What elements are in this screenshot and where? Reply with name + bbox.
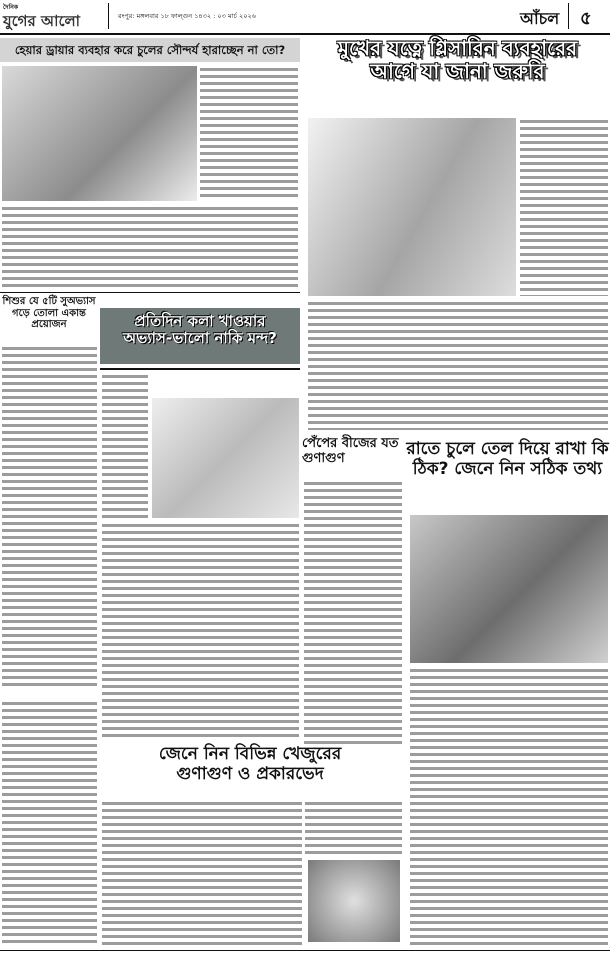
divider <box>0 292 300 293</box>
glycerin-headline-line2: আগে যা জানা জরুরি <box>370 59 545 83</box>
hair-oil-headline-line1: রাতে চুলে তেল দিয়ে রাখা কি <box>406 439 609 459</box>
banana-headline <box>100 308 300 364</box>
banana-headline-line2: অভ্যাস-ভালো নাকি মন্দ? <box>123 329 277 348</box>
article-body <box>2 205 298 290</box>
glycerin-headline <box>305 37 610 83</box>
hair-dryer-headline: হেয়ার ড্রায়ার ব্যবহার করে চুলের সৌন্দর্য হারাচ্ছেন না তো? <box>0 38 300 62</box>
hair-dryer-photo <box>2 66 197 201</box>
dates-headline-line2: গুণাগুণ ও প্রকারভেদ <box>176 763 324 784</box>
article-body <box>102 373 148 518</box>
article-body <box>520 118 608 296</box>
article-body <box>2 345 97 690</box>
article-body <box>102 800 302 945</box>
hair-oil-headline-line2: ঠিক? জেনে নিন সঠিক তথ্য <box>412 458 603 479</box>
divider <box>568 3 569 29</box>
article-body <box>304 480 402 745</box>
banana-photo <box>152 398 299 518</box>
article-body <box>102 522 299 740</box>
dates-headline-line1: জেনে নিন বিভিন্ন খেজুরের <box>158 744 342 764</box>
logo <box>3 2 103 30</box>
article-body <box>305 800 402 855</box>
divider <box>100 368 300 370</box>
masthead <box>0 0 610 33</box>
bottom-rule <box>0 950 610 951</box>
logo-text: যুগের আলো <box>3 12 81 30</box>
dateline: রংপুর: মঙ্গলবার ১৮ ফাল্গুন ১৪৩২ : ০৩ মার্চ ২০২৬ <box>118 12 256 20</box>
banana-headline-line1: প্রতিদিন কলা খাওয়ার <box>134 312 266 330</box>
masthead-rule <box>0 33 610 35</box>
article-body <box>410 667 608 945</box>
hair-oil-photo <box>410 515 608 663</box>
glycerin-photo <box>308 118 516 296</box>
logo-small: দৈনিক <box>3 4 19 11</box>
papaya-headline: পেঁপের বীজের যত গুণাগুণ <box>302 436 399 466</box>
page-number: ৫ <box>580 8 592 29</box>
article-body <box>200 66 298 201</box>
article-body <box>2 700 97 945</box>
dates-photo <box>308 860 400 942</box>
article-body <box>308 300 608 430</box>
child-habits-headline: শিশুর যে ৫টি সুঅভ্যাস গড়ে তোলা একান্ত প্রয়োজন <box>2 296 96 330</box>
hair-oil-headline <box>405 440 610 479</box>
glycerin-headline-line1: মুখের যত্নে গ্লিসারিন ব্যবহারের <box>337 36 578 60</box>
dates-headline <box>100 745 400 784</box>
divider <box>108 3 109 29</box>
section-name: আঁচল <box>520 9 560 28</box>
